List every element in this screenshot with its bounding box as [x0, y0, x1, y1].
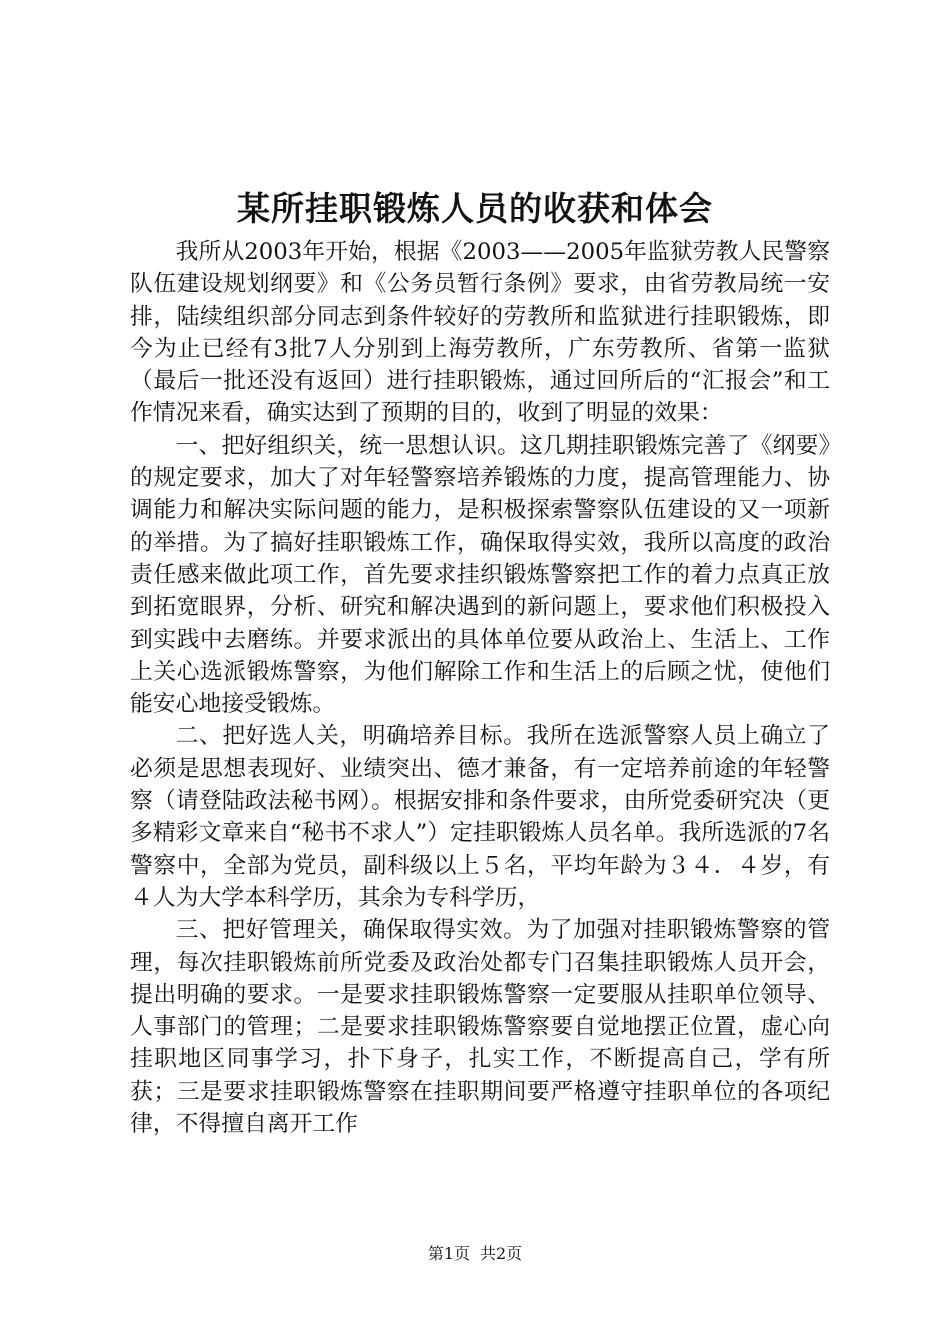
paragraph-section-1: 一、把好组织关，统一思想认识。这几期挂职锻炼完善了《纲要》的规定要求，加大了对年轻警察培养锻炼的力度，提高管理能力、协调能力和解决实际问题的能力，是积极探索警察队伍建设的又一项新的举措。为了搞好挂职锻炼工作，确保取得实效，我所以高度的政治责任感来做此项工作，首先要求挂织锻炼警察把工作的着力点真正放到拓宽眼界，分析、研究和解决遇到的新问题上，要求他们积极投入到实践中去磨练。并要求派出的具体单位要从政治上、生活上、工作上关心选派锻炼警察，为他们解除工作和生活上的后顾之忧，使他们能安心地接受锻炼。 — [130, 432, 830, 718]
document-body — [130, 236, 830, 1140]
paragraph-intro: 我所从2003年开始，根据《2003——2005年监狱劳教人民警察队伍建设规划纲要》和《公务员暂行条例》要求，由省劳教局统一安排，陆续组织部分同志到条件较好的劳教所和监狱进行挂职锻炼，即今为止已经有3批7人分别到上海劳教所，广东劳教所、省第一监狱（最后一批还没有返回）进行挂职锻炼，通过回所后的“汇报会”和工作情况来看，确实达到了预期的目的，收到了明显的效果： — [130, 239, 830, 427]
page-number-current: 第1页 — [427, 1244, 470, 1263]
paragraph-section-3: 三、把好管理关，确保取得实效。为了加强对挂职锻炼警察的管理，每次挂职锻炼前所党委及政治处都专门召集挂职锻炼人员开会，提出明确的要求。一是要求挂职锻炼警察一定要服从挂职单位领导、人事部门的管理；二是要求挂职锻炼警察要自觉地摆正位置，虚心向挂职地区同事学习，扑下身子，扎实工作，不断提高自己，学有所获；三是要求挂职锻炼警察在挂职期间要严格遵守挂职单位的各项纪律，不得擅自离开工作 — [130, 917, 830, 1138]
page-number-total: 共2页 — [480, 1244, 523, 1263]
page-footer — [0, 1243, 950, 1265]
paragraph-section-2: 二、把好选人关，明确培养目标。我所在选派警察人员上确立了必须是思想表现好、业绩突出、德才兼备，有一定培养前途的年轻警察（请登陆政法秘书网）。根据安排和条件要求，由所党委研究决（更多精彩文章来自“秘书不求人”）定挂职锻炼人员名单。我所选派的7名警察中，全部为党员，副科级以上５名，平均年龄为３４．４岁，有４人为大学本科学历，其余为专科学历， — [130, 723, 830, 911]
document-title: 某所挂职锻炼人员的收获和体会 — [237, 189, 713, 228]
